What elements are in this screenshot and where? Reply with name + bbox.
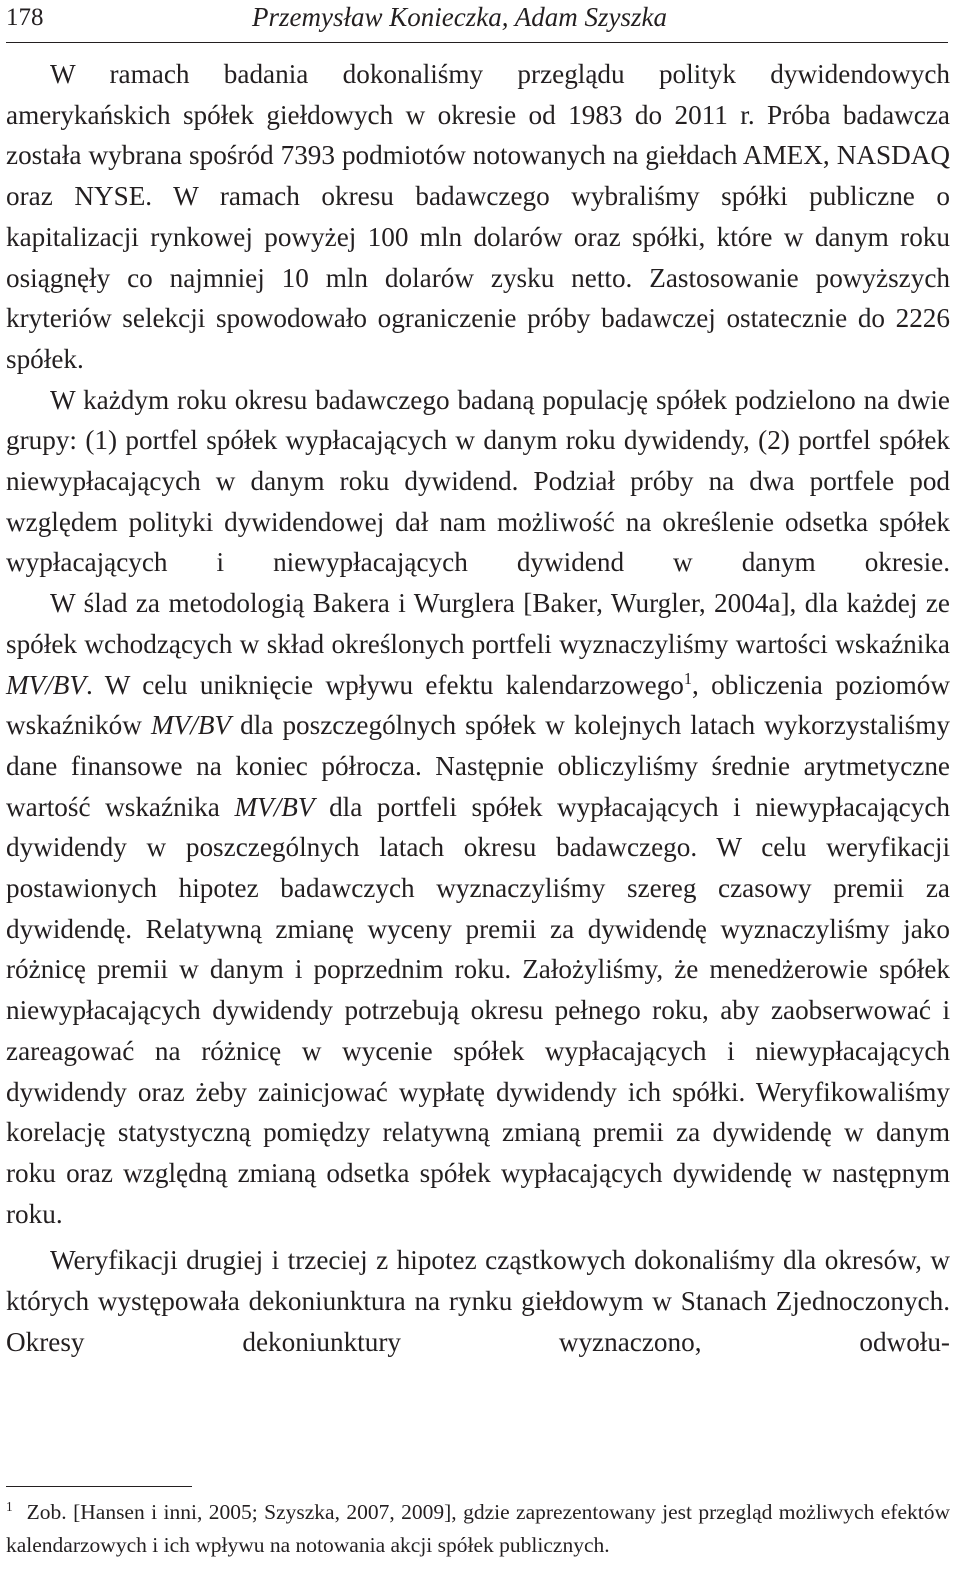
paragraph-3-text-c: , obliczenia poziomów wskaźników (6, 669, 950, 741)
footnote (6, 1496, 950, 1562)
paragraph-3 (6, 583, 950, 1234)
page-number: 178 (6, 4, 44, 31)
paragraph-3-text-d: dla poszczególnych spółek w kolejnych latach wykorzystaliśmy dane finansowe na koniec półrocza. Następnie obliczyliśmy średnie arytmetyczne wartość wskaźnika (6, 710, 951, 822)
paragraph-3-text-b: . W celu uniknięcie wpływu efektu kalendarzowego (86, 669, 684, 700)
paragraph-1: W ramach badania dokonaliśmy przeglądu polityk dywidendowych amerykańskich spółek giełdowych w okresie od 1983 do 2011 r. Próba badawcza została wybrana spośród 7393 podmiotów notowanych na giełdach AMEX, NASDAQ oraz NYSE. W ramach okresu badawczego wybraliśmy spółki publiczne o kapitalizacji rynkowej powyżej 100 mln dolarów oraz spółki, które w danym roku osiągnęły co najmniej 10 mln dolarów zysku netto. Zastosowanie powyższych kryteriów selekcji spowodowało ograniczenie próby badawczej ostatecznie do 2226 spółek. (6, 59, 950, 374)
footnote-text: Zob. [Hansen i inni, 2005; Szyszka, 2007, 2009], gdzie zaprezentowany jest przegląd możliwych efektów kalendarzowych i ich wpływu na notowania akcji spółek publicznych. (6, 1500, 950, 1557)
running-header (6, 0, 948, 43)
paragraph-3-text-e: dla portfeli spółek wypłacających i niewypłacających dywidendy w poszczególnych latach okresu badawczego. W celu weryfikacji postawionych hipotez badawczych wyznaczyliśmy szereg czasowy premii za dywidendę. Relatywną zmianę wyceny premii za dywidendę wyznaczyliśmy jako różnicę premii w danym i poprzednim roku. Założyliśmy, że menedżerowie spółek niewypłacających dywidendy potrzebują okresu pełnego roku, aby zaobserwować i zareagować na różnicę w wycenie spółek wypłacających i niewypłacających dywidendy oraz żeby zainicjować wypłatę dywidendy ich spółki. Weryfikowaliśmy korelację statystyczną pomiędzy relatywną zmianą premii za dywidendę w danym roku oraz względną zmianą odsetka spółek wypłacających dywidendę w następnym roku. (6, 791, 950, 1229)
mv-bv-term: MV/BV (151, 710, 232, 741)
footnote-divider (6, 1486, 192, 1487)
mv-bv-term: MV/BV (234, 791, 315, 822)
mv-bv-term: MV/BV (6, 669, 87, 700)
paragraph-4: Weryfikacji drugiej i trzeciej z hipotez cząstkowych dokonaliśmy dla okresów, w których występowała dekoniunktura na rynku giełdowym w Stanach Zjednoczonych. Okresy dekoniunktury wyznaczono, odwołu- (6, 1245, 950, 1357)
paragraph-2: W każdym roku okresu badawczego badaną populację spółek podzielono na dwie grupy: (1) portfel spółek wypłacających w danym roku dywidendy, (2) portfel spółek niewypłacających w danym roku dywidend. Podział próby na dwa portfele pod względem polityki dywidendowej dał nam możliwość na określenie odsetka spółek wypłacających i niewypłacających dywidend w danym okresie. (6, 384, 950, 578)
paragraph-3-text-a: W ślad za metodologią Bakera i Wurglera [Baker, Wurgler, 2004a], dla każdej ze spółek wchodzących w skład określonych portfeli wyznaczyliśmy wartości wskaźnika (6, 588, 950, 659)
main-text (6, 54, 950, 1363)
footnote-reference: 1 (683, 668, 692, 688)
running-head-authors: Przemysław Konieczka, Adam Szyszka (252, 2, 667, 32)
footnote-number: 1 (6, 1498, 13, 1514)
